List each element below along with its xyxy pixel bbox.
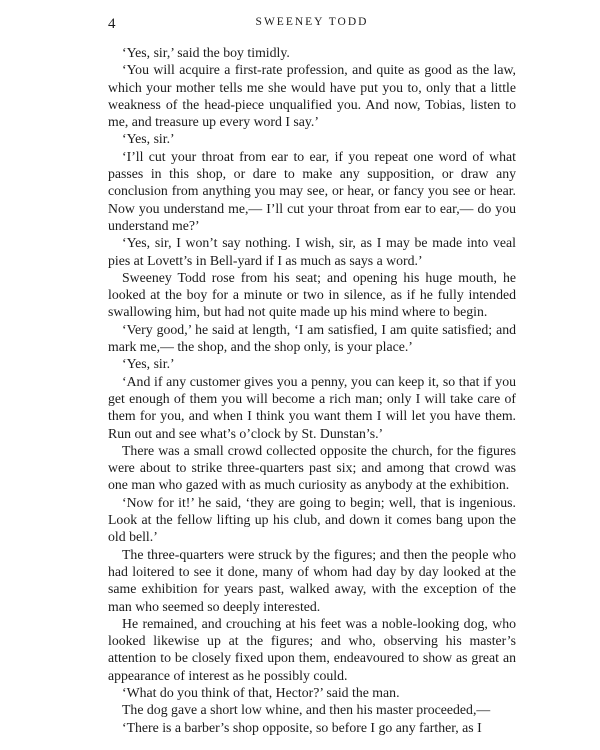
paragraph: ‘Very good,’ he said at length, ‘I am satisfied, I am quite satisfied; and mark me,— the shop, and the shop only, is your place.’	[108, 321, 516, 355]
paragraph: He remained, and crouching at his feet was a noble-looking dog, who looked likewise up at the figures; and who, observing his master’s attention to be closely fixed upon them, endeavoured to show as great an appearance of interest as he possibly could.	[108, 615, 516, 683]
body-text	[108, 44, 516, 736]
page-header	[108, 16, 516, 36]
paragraph: The dog gave a short low whine, and then his master proceeded,—	[122, 702, 491, 718]
paragraph: ‘Yes, sir.’	[122, 356, 175, 372]
paragraph: ‘Yes, sir.’	[122, 131, 175, 147]
paragraph: ‘And if any customer gives you a penny, you can keep it, so that if you get enough of them you will become a rich man; only I will take care of them for you, and when I think you want them I will let you have them. Run out and see what’s o’clock by St. Dunstan’s.’	[108, 373, 516, 441]
paragraph: ‘There is a barber’s shop opposite, so before I go any farther, as I	[122, 719, 482, 735]
paragraph: The three-quarters were struck by the figures; and then the people who had loitered to see it done, many of whom had day by day looked at the same exhibition for years past, walked away, with the exception of the man who seemed so deeply interested.	[108, 546, 516, 614]
paragraph: ‘I’ll cut your throat from ear to ear, if you repeat one word of what passes in this shop, or dare to make any supposition, or draw any conclusion from anything you may see, or hear, or fancy you see or hear. Now you understand me,— I’ll cut your throat from ear to ear,— do you understand me?’	[108, 148, 516, 233]
paragraph: ‘Yes, sir, I won’t say nothing. I wish, sir, as I may be made into veal pies at Lovett’s in Bell-yard if I as much as says a word.’	[108, 235, 516, 268]
page-number: 4	[108, 16, 116, 32]
paragraph: ‘What do you think of that, Hector?’ said the man.	[122, 684, 400, 700]
paragraph: ‘Yes, sir,’ said the boy timidly.	[122, 45, 290, 60]
paragraph: There was a small crowd collected opposite the church, for the figures were about to strike three-quarters past six; and among that crowd was one man who gazed with as much curiosity as anybody at the exhibition.	[108, 442, 516, 493]
paragraph: ‘Now for it!’ he said, ‘they are going to begin; well, that is ingenious. Look at the fellow lifting up his club, and down it comes bang upon the old bell.’	[108, 494, 516, 545]
paragraph: ‘You will acquire a first-rate profession, and quite as good as the law, which your mother tells me she would have put you to, only that a little weakness of the head-piece unqualified you. And now, Tobias, listen to me, and treasure up every word I say.’	[108, 62, 516, 130]
paragraph: Sweeney Todd rose from his seat; and opening his huge mouth, he looked at the boy for a minute or two in silence, as if he fully intended swallowing him, but had not quite made up his mind where to begin.	[108, 269, 516, 320]
running-title: SWEENEY TODD	[255, 16, 369, 28]
